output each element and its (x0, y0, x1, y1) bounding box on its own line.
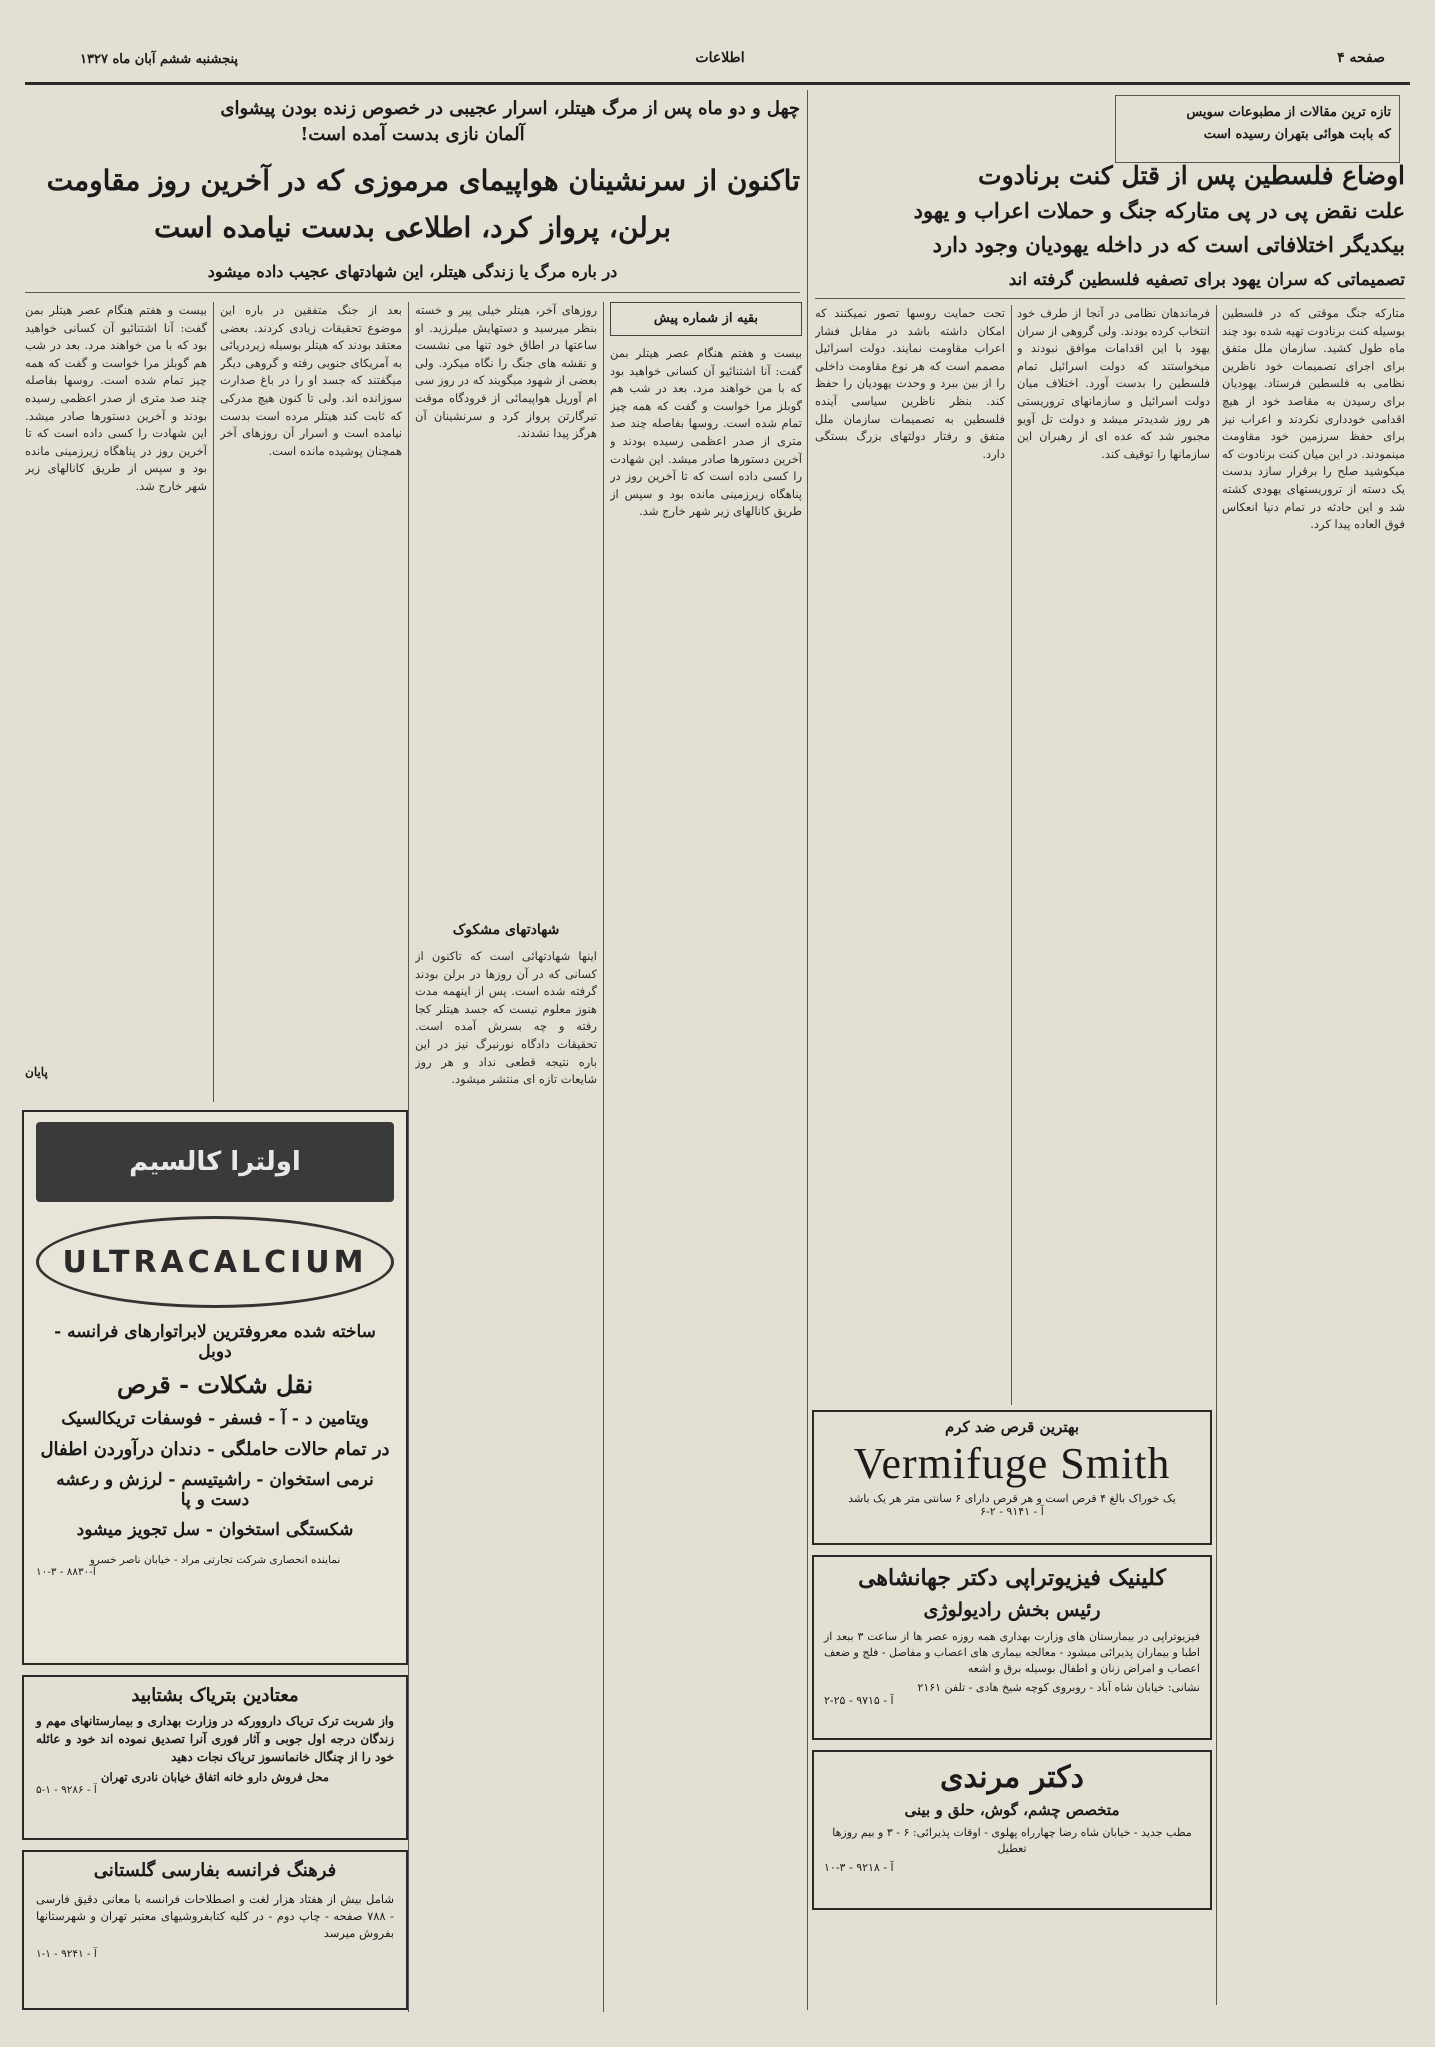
clinic-address: نشانی: خیابان شاه آباد - روبروی کوچه شیخ هادی - تلفن ۲۱۶۱ (917, 1681, 1200, 1694)
hitler-headline-1: تاکنون از سرنشینان هواپیمای مرموزی که در آخرین روز مقاومت (46, 164, 800, 197)
palestine-col-2: فرماندهان نظامی در آنجا از طرف خود انتخاب کرده بودند. ولی گروهی از سران یهود با این اقدامات موافق نبودند و میخواستند که دولت اسرائیل تمام فلسطین را بدست آورد. اختلاف میان دولت اسرائیل و سازمانهای تروریستی هر روز شدیدتر میشد و دولت تل آویو مجبور شد که عده ای از رهبران این سازمانها را توقیف کند. (1017, 306, 1210, 461)
doctor-text: مطب جدید - خیابان شاه رضا چهارراه پهلوی - اوقات پذیرائی: ۶ - ۳ و بیم روزها تعطیل (832, 1826, 1192, 1855)
teaser-line-1: تازه ترین مقالات از مطبوعات سویس (1186, 105, 1391, 120)
ultracalcium-brand: ULTRACALCIUM (62, 1244, 368, 1280)
doctor-ref: آ - ۹۲۱۸ - ۳-۱۰ (824, 1861, 894, 1874)
teaser-box (1115, 95, 1400, 163)
hitler-col-2: روزهای آخر، هیتلر خیلی پیر و خسته بنظر میرسید و دستهایش میلرزید. او ساعتها در اطاق خود تنها می نشست و نقشه های جنگ را نگاه میکرد. ولی بعضی از شهود میگویند که در روز سی ام آوریل هواپیمائی از فرودگاه موقت تیرگارتن پرواز کرد و سرنشینان آن هرگز پیدا نشدند. (415, 303, 597, 441)
col-rule (1011, 305, 1012, 1405)
ultracalcium-logo-top: اولترا کالسیم (36, 1122, 394, 1202)
tiryak-ref: آ - ۹۲۸۶ - ۱-۵ (36, 1784, 97, 1796)
dictionary-ref: آ - ۹۲۴۱ - ۱-۱ (36, 1948, 97, 1960)
ultracalcium-line-2: در تمام حالات حاملگی - دندان درآوردن اطفال (40, 1439, 390, 1460)
palestine-headline-1: اوضاع فلسطین پس از قتل کنت برنادوت (978, 161, 1405, 190)
hitler-kicker-line-2: آلمان نازی بدست آمده است! (300, 124, 525, 145)
dictionary-title: فرهنگ فرانسه بفارسی گلستانی (93, 1860, 337, 1881)
vermifuge-ad (812, 1410, 1212, 1545)
dictionary-text: شامل بیش از هفتاد هزار لغت و اصطلاحات فرانسه با معانی دقیق فارسی - ۷۸۸ صفحه - چاپ دوم - در کلیه کتابفروشیهای معتبر تهران و شهرستانها بفروش میرسد (36, 1892, 395, 1940)
ultracalcium-line-3: نرمی استخوان - راشیتیسم - لرزش و رعشه دست و پا (56, 1470, 374, 1510)
palestine-headline-2: علت نقض پی در پی متارکه جنگ و حملات اعراب و یهود (913, 198, 1405, 223)
hitler-kicker-line-1: چهل و دو ماه پس از مرگ هیتلر، اسرار عجیبی در خصوص زنده بودن پیشوای (220, 98, 800, 119)
palestine-subhead: تصمیماتی که سران یهود برای تصفیه فلسطین گرفته اند (1008, 270, 1405, 290)
clinic-ad (812, 1555, 1212, 1740)
vermifuge-brand: Vermifuge Smith (853, 1439, 1171, 1488)
vermifuge-heading: بهترین قرص ضد کرم (944, 1418, 1080, 1436)
ultracalcium-heading: نقل شکلات - قرص (116, 1370, 314, 1399)
end-mark: پایان (25, 1065, 48, 1079)
hitler-rule (25, 292, 800, 293)
section-title: شهادتهای مشکوک (452, 922, 560, 938)
ultracalcium-tagline: ساخته شده معروفترین لابراتوارهای فرانسه - دوبل (54, 1322, 376, 1362)
palestine-col-3: تحت حمایت روسها تصور نمیکنند که امکان داشته باشد در مقابل فشار اعراب مقاومت نمایند. دولت اسرائیل مصمم است که هر نوع مقاومت داخلی را از بین ببرد و وحدت یهودیان را حفظ کند. بنظر ناظرین سیاسی آینده فلسطین به تصمیمات سازمان ملل متفق و رفتار دولتهای بزرگ بستگی دارد. (815, 306, 1005, 461)
col-rule (213, 302, 214, 1102)
doctor-title: دکتر مرندی (940, 1760, 1084, 1795)
tiryak-text: واز شربت ترک تریاک داروورکه در وزارت بهداری و بیمارستانهای مهم و زندگان درجه اول جوبی و آثار فوری آنرا تصدیق نموده اند خود و عائله خود را از چنگال خانمانسوز تریاک نجات دهید (36, 1714, 395, 1764)
hitler-col-2b: اینها شهادتهائی است که تاکنون از کسانی که در آن روزها در برلن بودند گرفته شده است. پس از اینهمه مدت هنوز معلوم نیست که جسد هیتلر کجا رفته و چه بسرش آمده است. تحقیقات دادگاه نورنبرگ نیز در این باره نتیجه قطعی نداد و هر روز شایعات تازه ای منتشر میشود. (415, 949, 597, 1087)
tiryak-ad (22, 1675, 408, 1840)
section-divider (807, 90, 808, 2010)
palestine-rule (815, 298, 1405, 299)
tiryak-title: معتادین بتریاک بشتابید (131, 1685, 299, 1706)
doctor-subtitle: متخصص چشم، گوش، حلق و بینی (904, 1801, 1120, 1819)
ultracalcium-ref: آ-۸۸۳۰ - ۳-۱۰ (36, 1566, 96, 1578)
newspaper-name: اطلاعات (695, 50, 745, 66)
clinic-ref: آ - ۹۷۱۵ - ۲۵-۲ (824, 1694, 894, 1707)
hitler-subhead: در باره مرگ یا زندگی هیتلر، این شهادتهای عجیب داده میشود (207, 262, 618, 281)
col-rule (408, 302, 409, 2012)
clinic-subtitle: رئیس بخش رادیولوژی (923, 1599, 1101, 1621)
ultracalcium-line-4: شکستگی استخوان - سل تجویز میشود (76, 1520, 354, 1540)
ultracalcium-agent: نماینده انحصاری شرکت تجارتی مراد - خیابان ناصر خسرو (89, 1554, 341, 1566)
clinic-text: فیزیوتراپی در بیمارستان های وزارت بهداری همه روزه عصر ها از ساعت ۳ ببعد از اطبا و بیماران پذیرائی میشود - معالجه بیماری های اعصاب و مفاصل - فلج و ضعف اعصاب و امراض زنان و اطفال بوسیله برق و اشعه (824, 1630, 1200, 1675)
vermifuge-text: یک خوراک بالغ ۴ قرص است و هر قرص دارای ۶ سانتی متر هر یک باشد (848, 1492, 1176, 1505)
hitler-col-1: بیست و هفتم هنگام عصر هیتلر بمن گفت: آنا اشتنائیو آن کسانی خواهید بود که با من خواهند مرد. بعد در شب هم گوبلز مرا خواست و گفت که همه چیز تمام شده است. روسها بفاصله چند صد متری از صدر اعظمی رسیده بودند و آخرین دستورها صادر میشد. این شهادت را کسی داده است که تا آخرین روز در پناهگاه زیرزمینی مانده بود و سپس از طریق کانالهای زیر شهر خارج شد. (610, 346, 802, 519)
ultracalcium-line-1: ویتامین د - آ - فسفر - فوسفات تریکالسیک (61, 1409, 369, 1429)
vermifuge-ref: آ - ۹۱۴۱ - ۲-۶ (980, 1505, 1044, 1518)
ultracalcium-ad (22, 1110, 408, 1665)
clinic-title: کلینیک فیزیوتراپی دکتر جهانشاهی (858, 1565, 1166, 1591)
tiryak-address: محل فروش دارو خانه اتفاق خیابان نادری تهران (101, 1770, 329, 1784)
dictionary-ad (22, 1850, 408, 2010)
continued-box: بقیه از شماره پیش (610, 302, 802, 336)
doctor-ad (812, 1750, 1212, 1910)
palestine-col-1: متارکه جنگ موقتی که در فلسطین بوسیله کنت برنادوت تهیه شده بود چند ماه طول کشید. سازمان ملل متفق برای اجرای تصمیمات خود ناظرین نظامی به فلسطین فرستاد. یهودیان برای رسیدن به مقاصد خود از هیچ اقدامی خودداری نکردند و اعراب نیز برای حفظ سرزمین خود مقاومت مینمودند. در این میان کنت برنادوت که میکوشید صلح را برقرار سازد بدست یک دسته از تروریستهای یهودی کشته شد و این حادثه در تمام دنیا انعکاس فوق العاده پیدا کرد. (1222, 306, 1405, 532)
issue-date: پنجشنبه ششم آبان ماه ۱۳۲۷ (80, 52, 239, 67)
header-rule (25, 82, 1410, 85)
col-rule (603, 302, 604, 2012)
hitler-headline-2: برلن، پرواز کرد، اطلاعی بدست نیامده است (153, 211, 672, 244)
hitler-col-3: بعد از جنگ متفقین در باره این موضوع تحقیقات زیادی کردند. بعضی معتقد بودند که هیتلر بوسیله زیردریائی به آمریکای جنوبی رفته و گروهی دیگر میگفتند که جسد او را در باغ صدارت سوزانده اند. ولی تا کنون هیچ مدرکی که ثابت کند هیتلر مرده است بدست نیامده است و اسرار آن روزهای آخر همچنان پوشیده مانده است. (220, 303, 402, 458)
teaser-line-2: که بابت هوائی بتهران رسیده است (1203, 127, 1391, 142)
col-rule (1216, 305, 1217, 2005)
hitler-kicker (25, 96, 800, 148)
page-number: صفحه ۴ (1337, 50, 1385, 66)
ultracalcium-logo (36, 1216, 394, 1308)
palestine-headline-3: بیکدیگر اختلافاتی است که در داخله یهودیان وجود دارد (932, 232, 1405, 257)
hitler-col-4: بیست و هفتم هنگام عصر هیتلر بمن گفت: آنا اشتنائیو آن کسانی خواهید بود که با من خواهند مرد. بعد در شب هم گوبلز مرا خواست و گفت که همه چیز تمام شده است. روسها بفاصله چند صد متری از صدر اعظمی رسیده بودند و آخرین دستورها صادر میشد. این شهادت را کسی داده است که تا آخرین روز در پناهگاه زیرزمینی مانده بود و سپس از طریق کانالهای زیر شهر خارج شد. (25, 303, 207, 493)
